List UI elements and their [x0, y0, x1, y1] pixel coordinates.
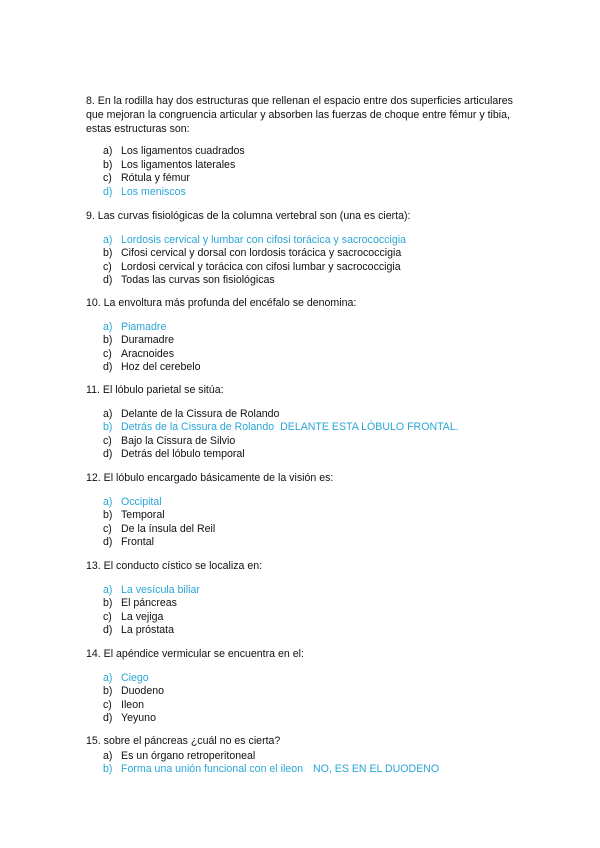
option-text: Detrás de la Cissura de Rolando: [121, 421, 275, 434]
option-letter: b): [103, 509, 113, 522]
answer-note: NO, ES EN EL DUODENO: [312, 763, 440, 776]
question-text: 11. El lóbulo parietal se sitúa:: [86, 384, 224, 396]
option-letter: a): [103, 749, 113, 762]
option-b-correct: [86, 763, 516, 776]
option-letter: d): [103, 535, 113, 548]
option-b: [86, 334, 516, 347]
options-list: [86, 584, 516, 638]
option-letter: b): [103, 421, 113, 434]
option-text: Todas las curvas son fisiológicas: [121, 273, 275, 286]
options-list: [86, 234, 516, 288]
option-letter: d): [103, 447, 113, 460]
option-letter: c): [103, 610, 112, 623]
option-letter: d): [103, 360, 113, 373]
option-a-correct: [86, 321, 516, 334]
option-text: Rótula y fémur: [121, 172, 190, 185]
options-list: [86, 672, 516, 726]
option-b: [86, 509, 516, 522]
option-c: [86, 172, 516, 185]
option-b: [86, 159, 516, 172]
option-d: [86, 624, 516, 637]
option-d: [86, 536, 516, 549]
option-letter: c): [103, 522, 112, 535]
option-text: Ciego: [121, 671, 149, 684]
option-text: Piamadre: [121, 320, 167, 333]
option-text: La vesícula biliar: [121, 583, 200, 596]
options-list: [86, 750, 516, 777]
option-text: Cifosi cervical y dorsal con lordosis torácica y sacrococcigia: [121, 247, 402, 260]
option-text: Temporal: [121, 509, 165, 522]
option-letter: c): [103, 698, 112, 711]
option-letter: b): [103, 158, 113, 171]
option-d: [86, 448, 516, 461]
option-b: [86, 597, 516, 610]
option-text: Duodeno: [121, 685, 165, 698]
option-letter: d): [103, 623, 113, 636]
option-text: Frontal: [121, 535, 154, 548]
option-d: [86, 274, 516, 287]
option-text: Aracnoides: [121, 347, 174, 360]
option-letter: d): [103, 273, 113, 286]
question-8: [86, 95, 516, 199]
option-c: [86, 348, 516, 361]
question-10: [86, 297, 516, 374]
option-c: [86, 611, 516, 624]
options-list: [86, 408, 516, 462]
option-letter: a): [103, 407, 113, 420]
option-a-correct: [86, 584, 516, 597]
option-text: Los ligamentos cuadrados: [121, 145, 245, 158]
option-letter: b): [103, 334, 113, 347]
question-14: [86, 648, 516, 725]
option-text: El páncreas: [121, 597, 177, 610]
option-letter: c): [103, 172, 112, 185]
question-text: 10. La envoltura más profunda del encéfalo se denomina:: [86, 297, 357, 309]
option-text: Ileon: [121, 698, 144, 711]
option-letter: a): [103, 320, 113, 333]
option-text: Hoz del cerebelo: [121, 360, 201, 373]
option-a: [86, 408, 516, 421]
question-12: [86, 472, 516, 549]
option-c: [86, 699, 516, 712]
option-c: [86, 523, 516, 536]
option-text: Es un órgano retroperitoneal: [121, 749, 256, 762]
option-text: Detrás del lóbulo temporal: [121, 447, 245, 460]
answer-note: DELANTE ESTA LÓBULO FRONTAL.: [280, 421, 459, 434]
option-text: Lordosi cervical y torácica con cifosi lumbar y sacrococcigia: [121, 260, 401, 273]
option-text: Los ligamentos laterales: [121, 158, 236, 171]
option-text: Forma una unión funcional con el ileon: [121, 763, 303, 776]
option-text: Delante de la Cissura de Rolando: [121, 407, 280, 420]
option-text: Duramadre: [121, 334, 174, 347]
question-13: [86, 560, 516, 637]
option-letter: b): [103, 597, 113, 610]
question-text: 15. sobre el páncreas ¿cuál no es cierta?: [86, 735, 281, 747]
question-9: [86, 210, 516, 287]
question-text: 9. Las curvas fisiológicas de la columna vertebral son (una es cierta):: [86, 210, 411, 222]
option-text: La próstata: [121, 623, 175, 636]
option-text: La vejiga: [121, 610, 164, 623]
option-letter: c): [103, 260, 112, 273]
option-letter: a): [103, 233, 113, 246]
option-letter: d): [103, 185, 113, 198]
option-b: [86, 247, 516, 260]
option-text: Bajo la Cissura de Silvio: [121, 434, 236, 447]
option-text: Occipital: [121, 495, 162, 508]
option-d-correct: [86, 186, 516, 199]
option-letter: a): [103, 671, 113, 684]
option-letter: c): [103, 434, 112, 447]
option-text: Los meniscos: [121, 185, 186, 198]
option-a: [86, 145, 516, 158]
options-list: [86, 321, 516, 375]
option-d: [86, 712, 516, 725]
option-letter: a): [103, 145, 113, 158]
option-b-correct: [86, 421, 516, 434]
question-text: 12. El lóbulo encargado básicamente de la visión es:: [86, 472, 334, 484]
option-text: Yeyuno: [121, 711, 156, 724]
option-letter: b): [103, 685, 113, 698]
option-letter: a): [103, 495, 113, 508]
option-c: [86, 435, 516, 448]
option-a-correct: [86, 234, 516, 247]
option-letter: a): [103, 583, 113, 596]
options-list: [86, 496, 516, 550]
option-letter: d): [103, 711, 113, 724]
question-text: 13. El conducto cístico se localiza en:: [86, 560, 263, 572]
option-letter: b): [103, 247, 113, 260]
option-text: Lordosis cervical y lumbar con cifosi torácica y sacrococcigia: [121, 233, 406, 246]
question-text: 8. En la rodilla hay dos estructuras que rellenan el espacio entre dos superficies articulares que mejoran la congruencia articular y absorben las fuerzas de choque entre fémur y tibia, estas estructuras son:: [86, 95, 513, 135]
option-b: [86, 685, 516, 698]
question-text: 14. El apéndice vermicular se encuentra en el:: [86, 648, 304, 660]
option-a-correct: [86, 496, 516, 509]
option-d: [86, 361, 516, 374]
options-list: [86, 145, 516, 199]
option-a-correct: [86, 672, 516, 685]
option-letter: b): [103, 763, 113, 776]
option-letter: c): [103, 347, 112, 360]
option-a: [86, 750, 516, 763]
question-11: [86, 384, 516, 461]
question-15: [86, 735, 516, 777]
option-c: [86, 261, 516, 274]
option-text: De la ínsula del Reil: [121, 522, 216, 535]
